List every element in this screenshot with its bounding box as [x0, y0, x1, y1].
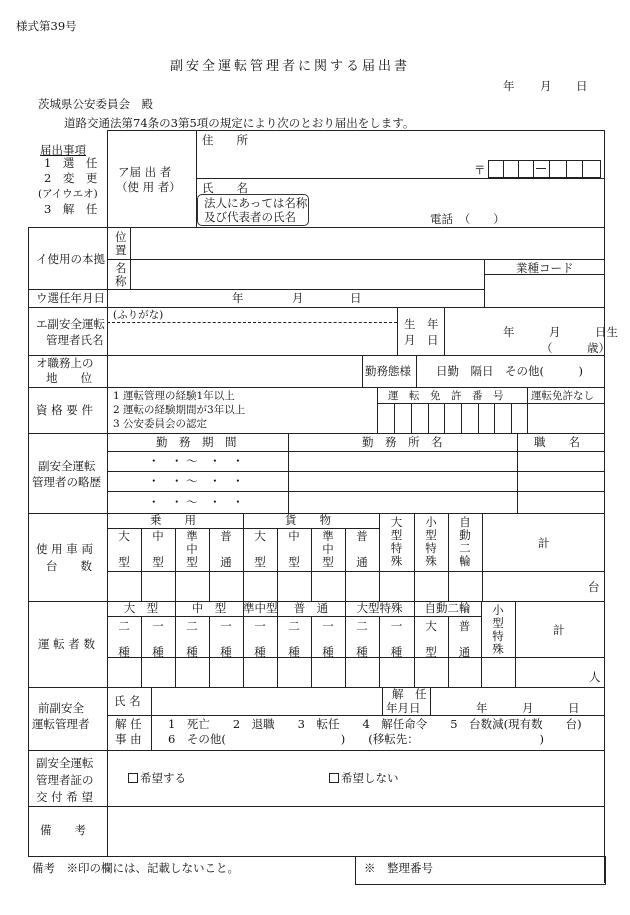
drv-unit: 人: [589, 670, 601, 684]
veh-p-mid: 中 型: [152, 529, 164, 569]
history-label-2: 管理者の略歴: [32, 475, 101, 489]
drv-large: 大 型: [123, 601, 159, 615]
veh-c-norm: 普 通: [356, 529, 368, 569]
date-day: 日: [576, 79, 588, 93]
veh-p-large: 大 型: [118, 529, 130, 569]
work-style-options: 日勤 隔日 その他( ): [436, 364, 583, 378]
loc-label-1: 位: [115, 230, 127, 244]
veh-small-special: 小 型 特 殊: [425, 515, 437, 568]
drv-small-special: 小 型 特 殊: [492, 603, 504, 656]
checkbox-icon[interactable]: [128, 773, 138, 783]
remarks-label: 備 考: [40, 823, 86, 837]
date-year: 年: [503, 79, 515, 93]
veh-c-semi: 準 中 型: [322, 529, 334, 569]
work-style-label: 勤務態様: [365, 364, 411, 378]
position-label-1: オ職務上の: [36, 356, 94, 370]
dismiss-date: 年 月 日: [476, 701, 580, 715]
drv-large-special: 大型特殊: [356, 601, 403, 615]
veh-large-special: 大 型 特 殊: [390, 515, 403, 568]
history-place-header: 勤 務 所 名: [362, 435, 443, 449]
cargo-header: 貨 物: [285, 513, 331, 527]
veh-motorcycle: 自 動 二 輪: [459, 515, 471, 568]
veh-c-large: 大 型: [254, 529, 266, 569]
deputy-label-1: エ副安全運転: [36, 317, 105, 331]
industry-code: 業種コード: [516, 261, 574, 275]
notify-heading: 届出事項: [40, 143, 86, 157]
drv-motorcycle: 自動二輪: [424, 601, 471, 615]
name-label: 氏 名: [202, 181, 248, 195]
cert-label-2: 管理者証の: [36, 773, 94, 787]
birth-label-1: 生 年: [404, 317, 439, 331]
checkbox-icon[interactable]: [329, 773, 339, 783]
history-row: ・ ・ 〜 ・ ・: [148, 495, 244, 509]
applicant-sub: （使 用 者）: [116, 180, 181, 194]
position-label-2: 地 位: [46, 371, 92, 385]
base-label: イ使用の本拠: [36, 252, 105, 266]
drivers-label: 運 転 者 数: [38, 637, 95, 651]
prev-label-1: 前副安全: [38, 701, 84, 715]
qual-1: 1 運転管理の経験1年以上: [113, 390, 235, 402]
corp-note-2: 及び代表者の氏名: [204, 210, 296, 224]
license-number-label: 運 転 免 許 番 号: [388, 390, 504, 402]
qual-label: 資 格 要 件: [36, 403, 93, 417]
history-row: ・ ・ 〜 ・ ・: [148, 454, 244, 468]
vehicles-label-1: 使 用 車 両: [36, 542, 93, 556]
cert-yes-label: 希望する: [140, 771, 186, 785]
no-license-label: 運転免許なし: [531, 390, 594, 402]
drv-class1: 一 種: [322, 619, 334, 659]
cert-label-3: 交 付 希 望: [36, 790, 93, 804]
furigana-label: (ふりがな): [113, 309, 164, 321]
intro-text: 道路交通法第74条の3第5項の規定により次のとおり届出をします。: [64, 116, 415, 130]
birth-date: 年 月 日生: [503, 325, 618, 339]
cert-wish-no[interactable]: [329, 772, 399, 785]
drv-class1: 一 種: [390, 619, 403, 659]
notify-dismiss: 3 解 任: [44, 202, 98, 216]
drv-norm: 普 通: [293, 601, 329, 615]
history-row: ・ ・ 〜 ・ ・: [148, 474, 244, 488]
drv-moto-norm: 普 通: [458, 619, 471, 659]
reason-options-2: 6 その他( ) (移転先： ): [168, 732, 545, 746]
reason-label-2: 事 由: [115, 732, 142, 746]
form-number: 様式第39号: [16, 19, 77, 33]
qual-3: 3 公安委員会の認定: [113, 418, 208, 430]
notify-appoint: 1 選 任: [44, 156, 98, 170]
appoint-month: 月: [292, 291, 304, 305]
prev-name-label: 氏 名: [114, 694, 141, 708]
veh-unit: 台: [588, 580, 600, 594]
veh-c-mid: 中 型: [288, 529, 300, 569]
deputy-label-2: 管理者氏名: [46, 333, 104, 347]
drv-class1: 一 種: [254, 619, 266, 659]
drv-moto-large: 大 型: [425, 619, 437, 659]
vehicles-label-2: 台 数: [46, 559, 92, 573]
drv-class2: 二 種: [186, 619, 198, 659]
appoint-year: 年: [232, 291, 244, 305]
appoint-day: 日: [350, 291, 362, 305]
drv-class1: 一 種: [152, 619, 164, 659]
qual-2: 2 運転の経験期間が3年以上: [113, 404, 246, 416]
form-title: 副安全運転管理者に関する届出書: [170, 59, 411, 74]
history-label-1: 副安全運転: [38, 459, 96, 473]
address-label: 住 所: [202, 133, 248, 147]
notify-change: 2 変 更: [44, 171, 98, 185]
dismiss-label-2: 年月日: [386, 701, 421, 715]
reason-options-1: 1 死亡 2 退職 3 転任 4 解任命令 5 台数減(現有数 台): [168, 717, 582, 731]
drv-total-label: 計: [553, 623, 565, 637]
reason-label-1: 解 任: [115, 717, 142, 731]
age: （ 歳）: [541, 341, 610, 355]
cert-label-1: 副安全運転: [36, 756, 94, 770]
corp-note-1: 法人にあっては名称: [204, 196, 308, 210]
history-period-header: 勤 務 期 間: [156, 435, 237, 449]
name-label-1: 名: [115, 261, 127, 275]
name-label-2: 称: [115, 274, 127, 288]
birth-label-2: 月 日: [404, 333, 439, 347]
postal-mark: 〒: [474, 163, 486, 177]
prev-label-2: 運転管理者: [32, 717, 90, 731]
drv-class2: 二 種: [356, 619, 368, 659]
cert-no-label: 希望しない: [341, 771, 399, 785]
drv-semi: 準中型: [243, 601, 278, 615]
veh-p-norm: 普 通: [220, 529, 232, 569]
dismiss-label-1: 解 任: [392, 687, 427, 701]
drv-mid: 中 型: [191, 601, 227, 615]
phone-label: 電話 （ ）: [430, 212, 505, 226]
drv-class1: 一 種: [220, 619, 232, 659]
addressee: 茨城県公安委員会 殿: [38, 97, 153, 111]
passenger-header: 乗 用: [150, 513, 196, 527]
history-title-header: 職 名: [534, 435, 580, 449]
applicant-label: ア届 出 者: [118, 165, 172, 179]
appoint-label: ウ選任年月日: [36, 291, 105, 305]
loc-label-2: 置: [115, 243, 127, 257]
drv-class2: 二 種: [288, 619, 300, 659]
footer-note: 備考 ※印の欄には、記載しないこと。: [32, 861, 239, 875]
veh-total-label: 計: [538, 536, 550, 550]
postal-boxes[interactable]: [488, 160, 601, 178]
drv-class2: 二 種: [118, 619, 130, 659]
date-month: 月: [540, 79, 552, 93]
notify-change-sub: (アイウエオ): [38, 188, 98, 200]
veh-p-semi: 準 中 型: [186, 529, 198, 569]
reference-number-label: ※ 整理番号: [364, 861, 433, 875]
cert-wish-yes[interactable]: [128, 772, 186, 785]
